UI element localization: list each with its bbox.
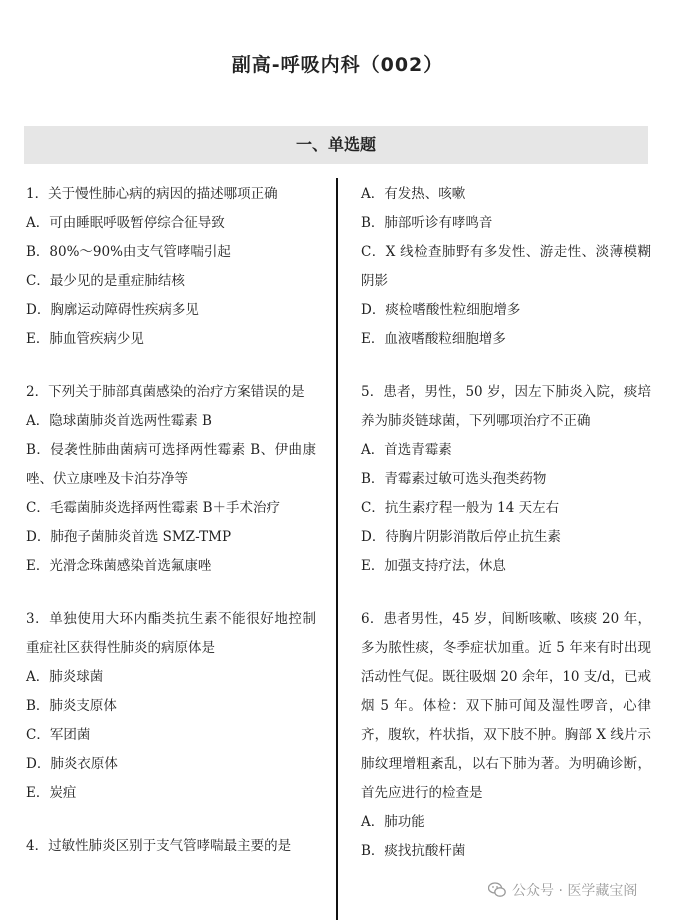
question-stem: 1．关于慢性肺心病的病因的描述哪项正确 xyxy=(26,186,278,202)
option-c: C．最少见的是重症肺结核 xyxy=(26,273,185,289)
option-c: C．X 线检查肺野有多发性、游走性、淡薄模糊阴影 xyxy=(361,244,651,289)
option-d: D．痰检嗜酸性粒细胞增多 xyxy=(361,302,521,318)
question-6 xyxy=(361,605,651,866)
left-column xyxy=(26,180,316,885)
question-3 xyxy=(26,605,316,808)
section-header xyxy=(24,126,648,164)
document-title: 副高-呼吸内科（002） xyxy=(231,54,444,76)
option-a: A．有发热、咳嗽 xyxy=(361,186,466,202)
option-e: E．血液嗜酸粒细胞增多 xyxy=(361,331,506,347)
option-e: E．肺血管疾病少见 xyxy=(26,331,144,347)
question-5 xyxy=(361,378,651,581)
option-b: B．肺部听诊有哮鸣音 xyxy=(361,215,493,231)
option-a: A．隐球菌肺炎首选两性霉素 B xyxy=(26,413,212,429)
option-d: D．待胸片阴影消散后停止抗生素 xyxy=(361,529,561,545)
option-c: C．抗生素疗程一般为 14 天左右 xyxy=(361,500,560,516)
section-title: 一、单选题 xyxy=(295,135,376,154)
question-4 xyxy=(26,832,316,861)
question-4-options xyxy=(361,180,651,354)
column-divider xyxy=(336,178,338,920)
question-stem: 2．下列关于肺部真菌感染的治疗方案错误的是 xyxy=(26,384,305,400)
option-d: D．肺炎衣原体 xyxy=(26,756,118,772)
question-stem: 3．单独使用大环内酯类抗生素不能很好地控制重症社区获得性肺炎的病原体是 xyxy=(26,611,316,656)
option-a: A．肺炎球菌 xyxy=(26,669,104,685)
watermark xyxy=(488,880,637,900)
option-d: D．肺孢子菌肺炎首选 SMZ-TMP xyxy=(26,529,232,545)
option-b: B．侵袭性肺曲菌病可选择两性霉素 B、伊曲康唑、伏立康唑及卡泊芬净等 xyxy=(26,442,316,487)
option-c: C．军团菌 xyxy=(26,727,91,743)
watermark-text: 公众号 · 医学藏宝阁 xyxy=(512,883,638,899)
option-b: B．肺炎支原体 xyxy=(26,698,117,714)
question-2 xyxy=(26,378,316,581)
wechat-icon xyxy=(488,882,506,898)
option-a: A．可由睡眠呼吸暂停综合征导致 xyxy=(26,215,225,231)
option-e: E．加强支持疗法，休息 xyxy=(361,558,506,574)
right-column xyxy=(361,180,651,890)
option-b: B．痰找抗酸杆菌 xyxy=(361,843,466,859)
option-e: E．炭疽 xyxy=(26,785,77,801)
question-stem: 4．过敏性肺炎区别于支气管哮喘最主要的是 xyxy=(26,838,292,854)
option-c: C．毛霉菌肺炎选择两性霉素 B＋手术治疗 xyxy=(26,500,281,516)
option-a: A．肺功能 xyxy=(361,814,425,830)
option-e: E．光滑念珠菌感染首选氟康唑 xyxy=(26,558,212,574)
option-b: B．80%～90%由支气管哮喘引起 xyxy=(26,244,231,260)
option-d: D．胸廓运动障碍性疾病多见 xyxy=(26,302,199,318)
option-b: B．青霉素过敏可选头孢类药物 xyxy=(361,471,547,487)
question-1 xyxy=(26,180,316,354)
question-stem: 5．患者，男性，50 岁，因左下肺炎入院，痰培养为肺炎链球菌，下列哪项治疗不正确 xyxy=(361,384,651,429)
question-stem: 6．患者男性，45 岁，间断咳嗽、咳痰 20 年，多为脓性痰，冬季症状加重。近 5 年来有时出现活动性气促。既往吸烟 20 余年，10 支/d，已戒烟 5 年。体检：双下肺可闻及湿性啰音，心律齐，腹软，杵状指，双下肢不肿。胸部 X 线片示肺纹理增粗紊乱，以右下肺为著。为明确诊断，首先应进行的检查是 xyxy=(361,611,651,801)
option-a: A．首选青霉素 xyxy=(361,442,452,458)
